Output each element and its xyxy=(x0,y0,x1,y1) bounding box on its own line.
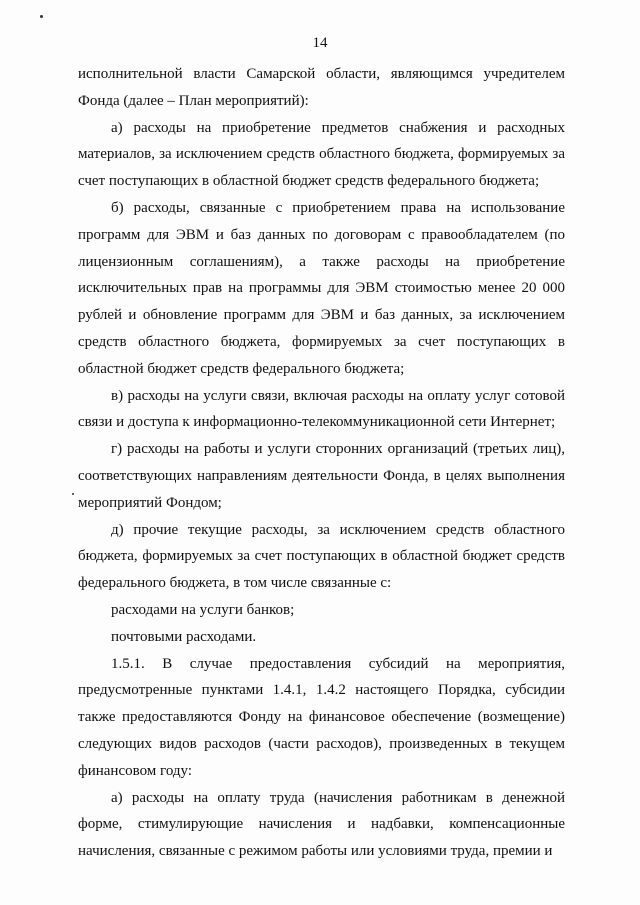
page-number: 14 xyxy=(312,35,328,51)
document-body xyxy=(78,61,565,865)
paragraph-bank-expenses: расходами на услуги банков; xyxy=(111,601,295,618)
paragraph-clause-1-5-1: 1.5.1. В случае предоставления субсидий на мероприятия, предусмотренные пунктами 1.4.1, 1.4.2 настоящего Порядка, субсидии также предоставляются Фонду на финансовое обеспечение (возмещение) следующих видов расходов (части расходов), произведенных в текущем финансовом году: xyxy=(78,655,565,779)
paragraph-intro: исполнительной власти Самарской области, являющимся учредителем Фонда (далее – План мероприятий): xyxy=(78,66,565,109)
paragraph-item-b: б) расходы, связанные с приобретением права на использование программ для ЭВМ и баз данных по договорам с правообладателем (по лицензионным соглашениям), а также расходы на приобретение исключительных прав на программы для ЭВМ стоимостью менее 20 000 рублей и обновление программ для ЭВМ и баз данных, за исключением средств областного бюджета, формируемых за счет поступающих в областной бюджет средств федерального бюджета; xyxy=(78,199,565,377)
scan-speck xyxy=(40,15,43,18)
paragraph-item-d: д) прочие текущие расходы, за исключением средств областного бюджета, формируемых за счет поступающих в областной бюджет средств федерального бюджета, в том числе связанные с: xyxy=(78,521,565,592)
paragraph-postal-expenses: почтовыми расходами. xyxy=(111,628,257,645)
scan-speck xyxy=(72,493,74,495)
paragraph-item-g: г) расходы на работы и услуги сторонних организаций (третьих лиц), соответствующих направлениям деятельности Фонда, в целях выполнения мероприятий Фондом; xyxy=(78,441,565,511)
paragraph-item-a: а) расходы на приобретение предметов снабжения и расходных материалов, за исключением средств областного бюджета, формируемых за счет поступающих в областной бюджет средств федерального бюджета; xyxy=(78,119,565,190)
paragraph-item-v: в) расходы на услуги связи, включая расходы на оплату услуг сотовой связи и доступа к информационно-телекоммуникационной сети Интернет; xyxy=(78,387,565,431)
paragraph-labor-costs: а) расходы на оплату труда (начисления работникам в денежной форме, стимулирующие начисления и надбавки, компенсационные начисления, связанные с режимом работы или условиями труда, премии и xyxy=(78,789,565,860)
